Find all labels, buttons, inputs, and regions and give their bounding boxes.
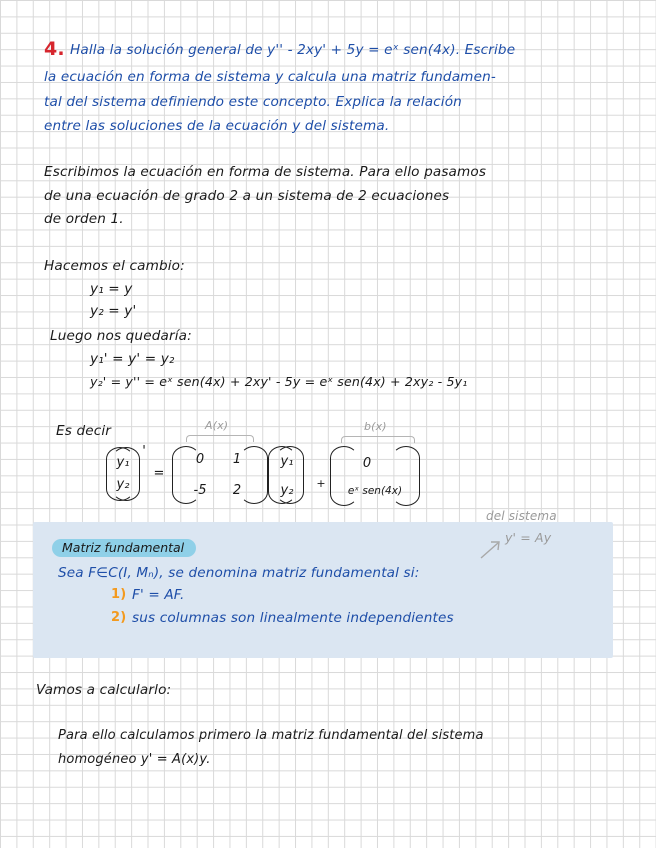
label-b-of-x: b(x) — [364, 420, 387, 433]
matrix-a-cell: -5 — [193, 483, 207, 498]
result-eq1: y₁' = y' = y₂ — [90, 351, 175, 367]
problem-number: 4. — [44, 38, 65, 60]
vec-y1: y₁ — [280, 454, 294, 469]
change-y2: y₂ = y' — [90, 303, 137, 319]
matrix-a-cell: 1 — [232, 452, 242, 467]
vec-y2: y₂ — [280, 483, 294, 498]
matrix-fundamental-pill: Matriz fundamental — [52, 539, 196, 557]
calc-line: Para ello calculamos primero la matriz fundamental del sistema — [58, 728, 484, 743]
definition-statement: Sea F∈C(I, Mₙ), se denomina matriz fundamental si: — [58, 565, 420, 581]
lhs-y2: y₂ — [116, 477, 130, 492]
intro-line: de orden 1. — [44, 211, 124, 227]
intro-line: de una ecuación de grado 2 a un sistema de 2 ecuaciones — [44, 188, 450, 204]
item-number: 1) — [111, 587, 127, 602]
brace-b — [341, 436, 415, 443]
matrix-a-cell: 2 — [232, 483, 242, 498]
plus-sign: + — [316, 477, 326, 490]
item-number: 2) — [111, 610, 127, 625]
change-y1: y₁ = y — [90, 281, 133, 297]
vec-b-top: 0 — [362, 456, 372, 471]
definition-item: F' = AF. — [132, 587, 185, 603]
problem-line: tal del sistema definiendo este concepto. Explica la relación — [44, 94, 462, 110]
calc-title: Vamos a calcularlo: — [36, 682, 172, 698]
vec-b-bottom: eˣ sen(4x) — [347, 485, 403, 497]
arrow-icon — [478, 538, 504, 560]
system-note-eq: y' = Ay — [505, 530, 552, 545]
change-title: Hacemos el cambio: — [44, 258, 185, 274]
left-paren — [330, 446, 358, 506]
system-note: del sistema — [486, 509, 557, 523]
intro-line: Escribimos la ecuación en forma de sistema. Para ello pasamos — [44, 164, 487, 180]
problem-line: entre las soluciones de la ecuación y del sistema. — [44, 118, 390, 134]
lhs-y1: y₁ — [116, 455, 130, 470]
brace-a — [186, 435, 254, 442]
problem-line: la ecuación en forma de sistema y calcula una matriz fundamen- — [44, 69, 496, 85]
problem-line: Halla la solución general de y'' - 2xy' + 5y = eˣ sen(4x). Escribe — [70, 42, 516, 58]
equals-sign: = — [153, 466, 165, 481]
definition-item: sus columnas son linealmente independientes — [132, 610, 454, 626]
result-title: Luego nos quedaría: — [50, 328, 192, 344]
matrix-a-cell: 0 — [195, 452, 205, 467]
label-a-of-x: A(x) — [205, 419, 229, 432]
prime-mark: ' — [142, 444, 146, 459]
right-paren — [392, 446, 420, 506]
result-eq2: y₂' = y'' = eˣ sen(4x) + 2xy' - 5y = eˣ sen(4x) + 2xy₂ - 5y₁ — [90, 374, 468, 389]
es-decir-label: Es decir — [56, 423, 112, 439]
calc-line: homogéneo y' = A(x)y. — [58, 752, 211, 767]
